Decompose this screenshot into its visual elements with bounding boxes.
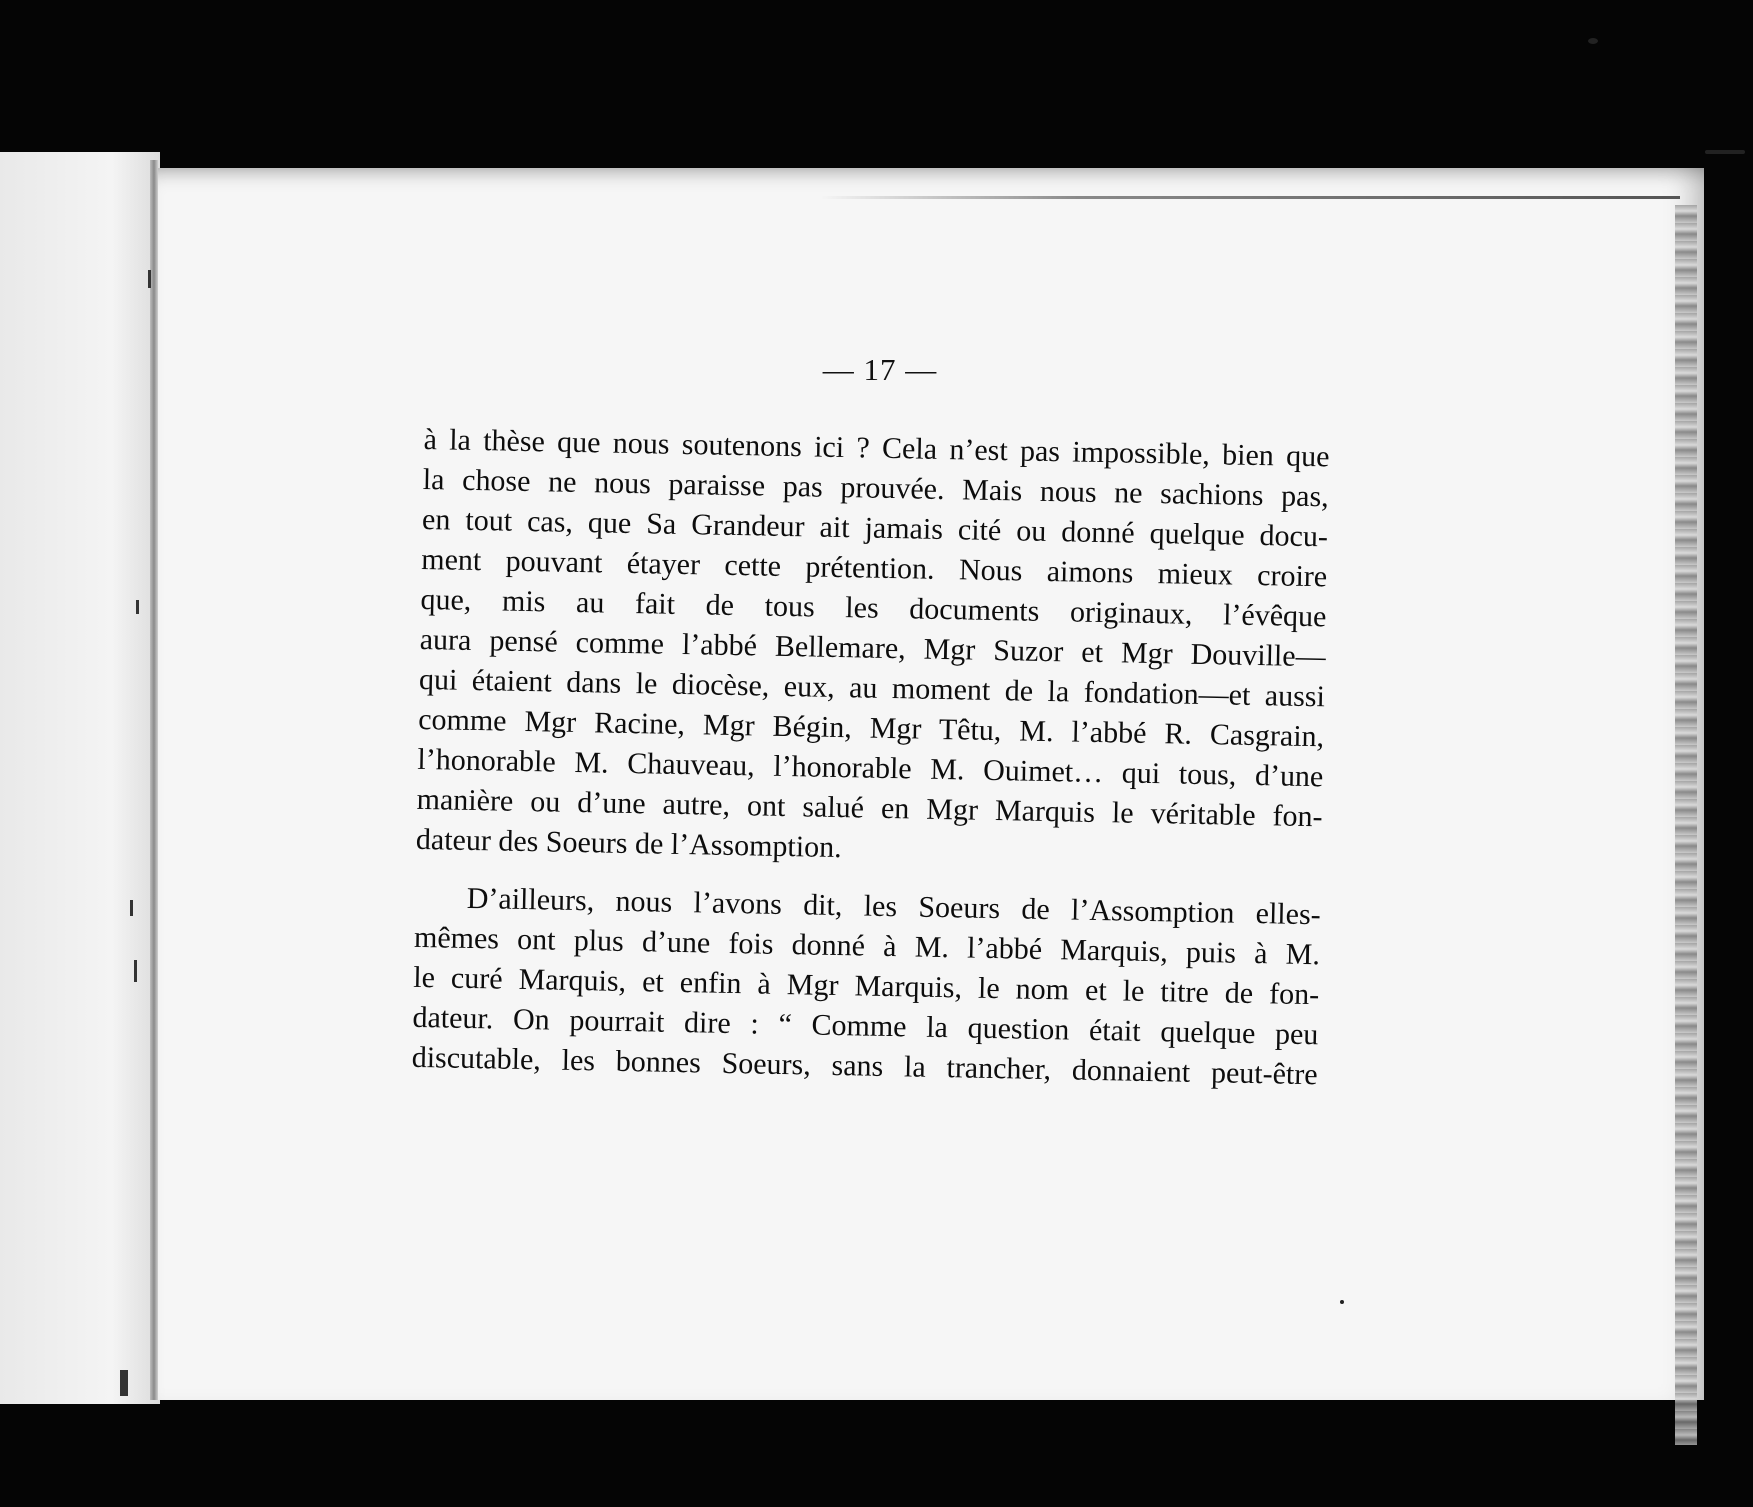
text-line: discutable, les bonnes Soeurs, sans la trancher, donnaient peut-être [411,1040,1318,1092]
page-number: — 17 — [822,352,938,387]
margin-mark [134,960,137,982]
text-line: la chose ne nous paraisse pas prouvée. Mais nous ne sachions pas, [422,462,1330,514]
scan-speck [1340,1300,1344,1304]
page-right-edge [1675,205,1697,1445]
scan-speck [1705,150,1745,154]
text-line: comme Mgr Racine, Mgr Bégin, Mgr Têtu, M. l’abbé R. Casgrain, [417,702,1325,754]
book-gutter [150,160,158,1400]
text-line: dateur. On pourrait dire : “ Comme la question était quelque peu [412,1000,1319,1052]
paragraph [416,420,1330,877]
text-line: mêmes ont plus d’une fois donné à M. l’abbé Marquis, puis à M. [413,920,1321,972]
paragraph [411,878,1321,1095]
margin-mark [120,1370,128,1396]
text-line: le curé Marquis, et enfin à Mgr Marquis, le nom et le titre de fon- [412,960,1320,1012]
text-line: qui étaient dans le diocèse, eux, au moment de la fondation—et aussi [418,662,1326,714]
text-line: en tout cas, que Sa Grandeur ait jamais cité ou donné quelque docu- [421,502,1329,554]
margin-mark [130,900,133,916]
text-line: dateur des Soeurs de l’Assomption. [415,822,842,865]
scan-speck [1588,38,1598,44]
margin-mark [148,270,151,288]
text-line: ment pouvant étayer cette prétention. Nous aimons mieux croire [421,542,1328,594]
text-line: l’honorable M. Chauveau, l’honorable M. Ouimet… qui tous, d’une [417,742,1324,794]
margin-mark [136,600,139,614]
text-line: aura pensé comme l’abbé Bellemare, Mgr Suzor et Mgr Douville— [419,622,1326,674]
text-line: manière ou d’une autre, ont salué en Mgr Marquis le véritable fon- [416,782,1323,834]
text-line: à la thèse que nous soutenons ici ? Cela n’est pas impossible, bien que [423,422,1330,474]
previous-page-edge [0,152,160,1404]
page-top-edge [820,196,1680,199]
body-text [411,420,1329,1095]
text-line: que, mis au fait de tous les documents originaux, l’évêque [420,582,1327,634]
text-line: D’ailleurs, nous l’avons dit, les Soeurs de l’Assomption elles- [466,881,1321,932]
